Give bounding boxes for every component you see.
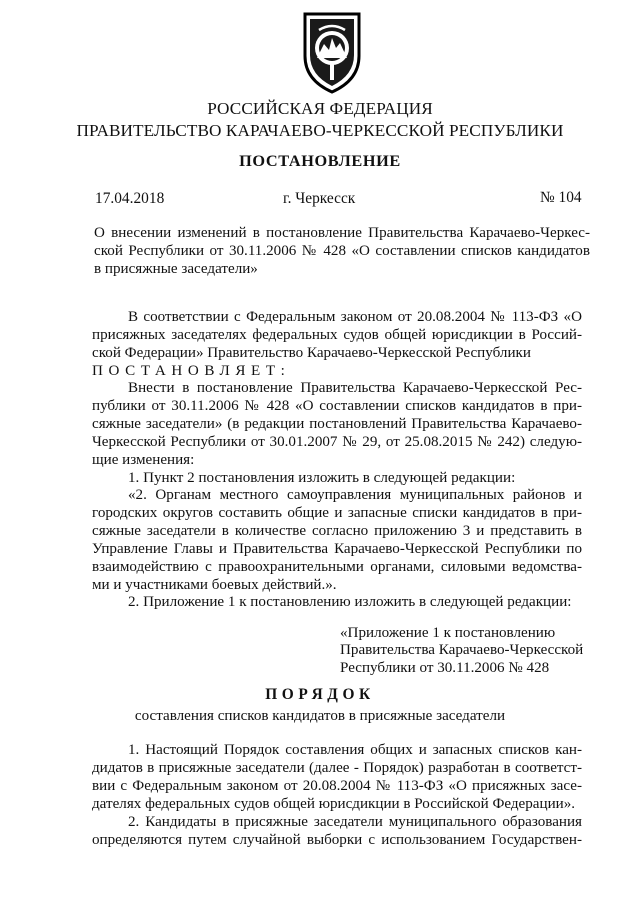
order-body-line: дателях федеральных судов общей юрисдикции в Российской Федерации».: [92, 796, 576, 812]
body-line: «2. Органам местного самоуправления муниципальных районов и: [128, 487, 582, 503]
body-line: сяжные заседатели в количестве согласно приложению 3 и представить в: [92, 523, 582, 539]
header-country: РОССИЙСКАЯ ФЕДЕРАЦИЯ: [207, 99, 433, 118]
body-line: В соответствии с Федеральным законом от 20.08.2004 № 113-ФЗ «О: [128, 309, 582, 325]
body-line: присяжных заседателях федеральных судов общей юрисдикции в Россий-: [92, 327, 582, 343]
order-body-line: 1. Настоящий Порядок составления общих и запасных списков кан-: [128, 742, 582, 758]
body-line: Внести в постановление Правительства Карачаево-Черкесской Рес-: [128, 380, 582, 396]
body-line: сяжные заседатели» (в редакции постановлений Правительства Карачаево-: [92, 416, 582, 432]
doc-city: г. Черкесск: [283, 190, 356, 207]
body-line: взаимодействию с правоохранительными органами, силовыми ведомства-: [92, 559, 582, 575]
body-line: щие изменения:: [92, 452, 195, 468]
appendix-ref-line: Республики от 30.11.2006 № 428: [340, 660, 550, 676]
body-line: ми и участниками боевых действий.».: [92, 577, 337, 593]
order-title: ПОРЯДОК: [265, 686, 375, 703]
subject-line: в присяжные заседатели»: [94, 261, 258, 277]
subject-line: ской Республики от 30.11.2006 № 428 «О составлении списков кандидатов: [94, 243, 590, 259]
order-body-line: 2. Кандидаты в присяжные заседатели муниципального образования: [128, 814, 582, 830]
body-line-decree: ПОСТАНОВЛЯЕТ:: [92, 363, 291, 379]
body-line: ской Федерации» Правительство Карачаево-Черкесской Республики: [92, 345, 531, 361]
subject-line: О внесении изменений в постановление Правительства Карачаево-Черкес-: [94, 225, 590, 241]
body-line: городских округов составить общие и запасные списки кандидатов в при-: [92, 505, 582, 521]
order-body-line: вии с Федеральным законом от 20.08.2004 № 113-ФЗ «О присяжных засе-: [92, 778, 582, 794]
body-line: публики от 30.11.2006 № 428 «О составлении списков кандидатов в при-: [92, 398, 582, 414]
body-line: 2. Приложение 1 к постановлению изложить в следующей редакции:: [128, 594, 572, 610]
order-body-line: определяются путем случайной выборки с использованием Государствен-: [92, 832, 582, 848]
header-government: ПРАВИТЕЛЬСТВО КАРАЧАЕВО-ЧЕРКЕССКОЙ РЕСПУБЛИКИ: [76, 121, 564, 140]
body-line: Черкесской Республики от 30.01.2007 № 29, от 25.08.2015 № 242) следую-: [92, 434, 582, 450]
body-line: Управление Главы и Правительства Карачаево-Черкесской Республики по: [92, 541, 582, 557]
doc-date: 17.04.2018: [95, 190, 165, 207]
appendix-ref-line: Правительства Карачаево-Черкесской: [340, 642, 584, 658]
doc-number: № 104: [540, 189, 582, 206]
doc-type-title: ПОСТАНОВЛЕНИЕ: [239, 151, 401, 170]
coat-of-arms-emblem: [299, 8, 365, 94]
body-line: 1. Пункт 2 постановления изложить в следующей редакции:: [128, 470, 516, 486]
order-subtitle: составления списков кандидатов в присяжные заседатели: [134, 708, 506, 724]
order-body-line: дидатов в присяжные заседатели (далее - Порядок) разработан в соответст-: [92, 760, 582, 776]
appendix-ref-line: «Приложение 1 к постановлению: [340, 625, 556, 641]
